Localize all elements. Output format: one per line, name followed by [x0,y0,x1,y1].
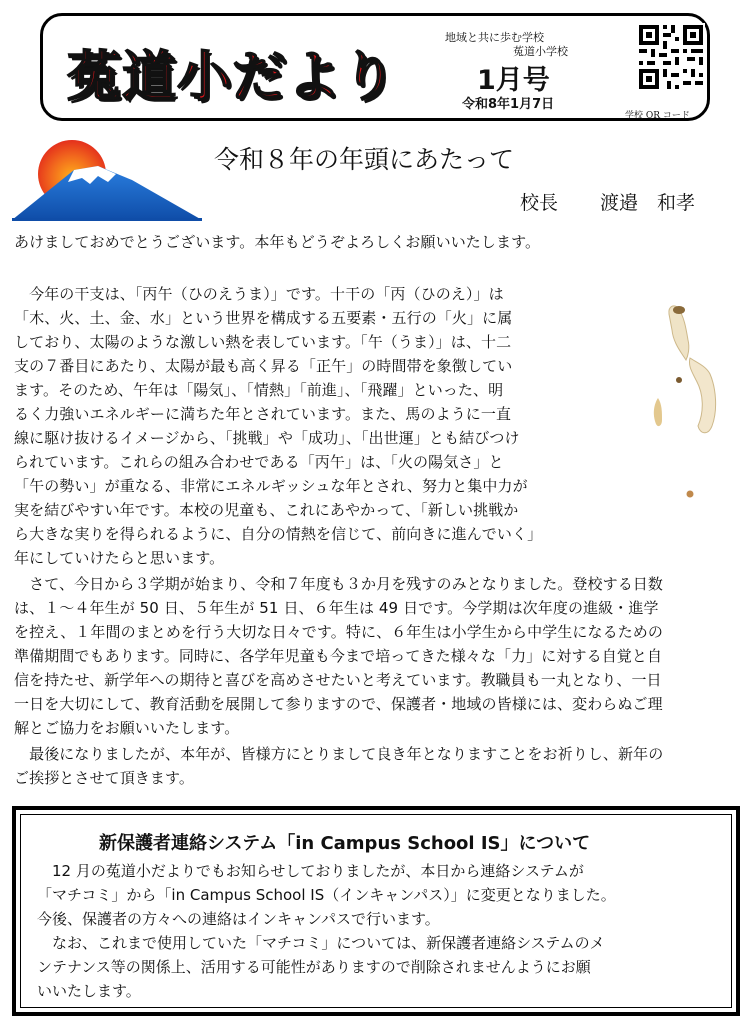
body-line: ます。そのため、午年は「陽気」、「情熱」「前進」、「飛躍」といった、明 [14,381,504,399]
body-line: を控え、１年間のまとめを行う大切な日々です。特に、６年生は小学生から中学生になるための [14,623,664,641]
school-name: 菟道小学校 [513,45,568,58]
body-line: るく力強いエネルギーに満ちた年とされています。また、馬のように一直 [14,405,512,423]
body-line: 最後になりましたが、本年が、皆様方にとりまして良き年となりますことをお祈りし、新年の [14,745,664,763]
school-tagline: 地域と共に歩む学校 [445,31,544,44]
masthead [40,13,710,121]
body-line: ら大きな実りを得られるように、自分の情熱を信じて、前向きに進んでいく」 [14,525,543,543]
body-line: は、１～４年生が 50 日、５年生が 51 日、６年生は 49 日です。今学期は次年度の進級・進学 [14,599,659,617]
body-line: さて、今日から３学期が始まり、令和７年度も３か月を残すのみとなりました。登校する日数 [14,575,664,593]
body-line: 「午の勢い」が重なる、非常にエネルギッシュな年とされ、努力と集中力が [14,477,528,495]
author-name: 渡邉 和孝 [600,192,696,214]
body-line: 支の７番目にあたり、太陽が最も高く昇る「正午」の時間帯を象徴してい [14,357,513,375]
newsletter-title: 菟道小だより [67,45,397,108]
body-line: ご挨拶とさせて頂きます。 [14,769,195,787]
notice-line: 「マチコミ」から「in Campus School IS（インキャンパス）」に変更となりました。 [37,886,616,904]
notice-line: 今後、保護者の方々への連絡はインキャンパスで行います。 [37,910,440,928]
body-line: 今年の干支は、「丙午（ひのえうま）」です。十干の「丙（ひのえ）」は [14,285,504,303]
author-line [520,188,695,215]
body-line: 準備期間でもあります。同時に、各学年児童も今まで培ってきた様々な「力」に対する自覚と自 [14,647,663,665]
body-line: あけましておめでとうございます。本年もどうぞよろしくお願いいたします。 [14,233,541,251]
body-line: しており、太陽のような激しい熱を表しています。「午（うま）」は、十二 [14,333,512,351]
notice-box [12,806,740,1016]
author-role: 校長 [520,192,559,214]
issue-label: 1月号 [477,65,550,96]
body-line: 一日を大切にして、教育活動を展開して参りますので、保護者・地域の皆様には、変わらぬご理 [14,695,663,713]
notice-title: 新保護者連絡システム「in Campus School IS」について [99,833,591,854]
mount-fuji-icon [12,136,202,224]
notice-line: いいたします。 [37,982,141,1000]
qr-code-icon[interactable] [637,23,705,91]
notice-line: ンテナンス等の関係上、活用する可能性がありますので削除されませんようにお願 [37,958,591,976]
body-line: 「木、火、土、金、水」という世界を構成する五要素・五行の「火」に属 [14,309,513,327]
body-line: られています。これらの組み合わせである「丙午」は、「火の陽気さ」と [14,453,504,471]
horse-figure-icon [648,300,728,505]
body-line: 実を結びやすい年です。本校の児童も、これにあやかって、「新しい挑戦か [14,501,519,519]
article-title: 令和８年の年頭にあたって [214,145,515,174]
qr-caption: 学校 QR コード [625,111,690,121]
notice-line: 12 月の菟道小だよりでもお知らせしておりましたが、本日から連絡システムが [37,862,584,880]
body-line: 年にしていけたらと思います。 [14,549,225,567]
issue-date: 令和8年1月7日 [462,97,555,112]
body-line: 線に駆け抜けるイメージから、「挑戦」や「成功」、「出世運」とも結びつけ [14,429,520,447]
body-line: 解とご協力をお願いいたします。 [14,719,240,737]
notice-inner-border [20,814,732,1008]
body-line: 信を持たせ、新学年への期待と喜びを高めさせたいと考えています。教職員も一丸となり、一日 [14,671,662,689]
notice-line: なお、これまで使用していた「マチコミ」については、新保護者連絡システムのメ [37,934,605,952]
